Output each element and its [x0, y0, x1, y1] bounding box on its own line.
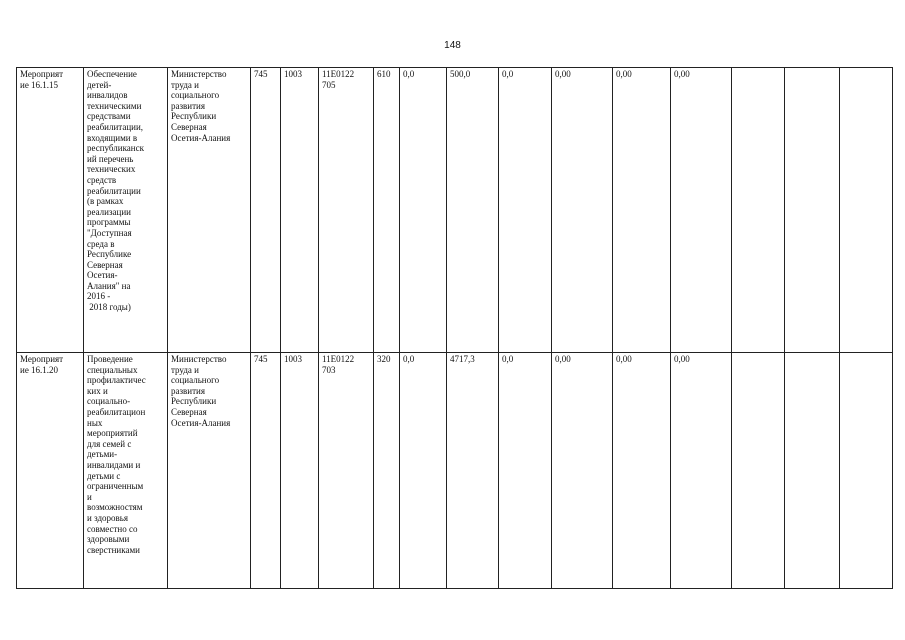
value-cell: 0,00	[671, 68, 732, 353]
value-cell: 4717,3	[447, 353, 499, 589]
executor-cell: Министерство труда и социального развития Республики Северная Осетия-Алания	[168, 353, 251, 589]
value-cell: 0,00	[613, 353, 671, 589]
value-cell: 0,00	[552, 68, 613, 353]
empty-cell	[732, 353, 785, 589]
value-cell: 0,0	[400, 353, 447, 589]
empty-cell	[785, 353, 840, 589]
rzpr-cell: 1003	[281, 68, 319, 353]
table-row	[17, 68, 893, 353]
value-cell: 0,00	[671, 353, 732, 589]
vr-cell: 320	[374, 353, 400, 589]
vr-cell: 610	[374, 68, 400, 353]
value-cell: 500,0	[447, 68, 499, 353]
empty-cell	[732, 68, 785, 353]
value-cell: 0,0	[499, 353, 552, 589]
executor-cell: Министерство труда и социального развития Республики Северная Осетия-Алания	[168, 68, 251, 353]
value-cell: 0,0	[499, 68, 552, 353]
event-description-cell: Обеспечение детей- инвалидов техническими средствами реабилитации, входящими в республиканск ий перечень технических средств реабилитации (в рамках реализации программы "Доступная среда в Республике Северная Осетия- Алания" на 2016 - 2018 годы)	[84, 68, 168, 353]
grbs-cell: 745	[251, 68, 281, 353]
event-code-cell: Мероприят ие 16.1.20	[17, 353, 84, 589]
rzpr-cell: 1003	[281, 353, 319, 589]
table-row	[17, 353, 893, 589]
empty-cell	[840, 353, 893, 589]
page-number: 148	[444, 40, 461, 51]
csr-cell: 11Е0122 705	[319, 68, 374, 353]
program-table	[16, 67, 893, 589]
empty-cell	[840, 68, 893, 353]
csr-cell: 11Е0122 703	[319, 353, 374, 589]
grbs-cell: 745	[251, 353, 281, 589]
event-description-cell: Проведение специальных профилактичес ких и социально- реабилитацион ных мероприятий для семей с детьми- инвалидами и детьми с ограниченным и возможностям и здоровья совместно со здоровыми сверстниками	[84, 353, 168, 589]
empty-cell	[785, 68, 840, 353]
value-cell: 0,00	[552, 353, 613, 589]
value-cell: 0,0	[400, 68, 447, 353]
event-code-cell: Мероприят ие 16.1.15	[17, 68, 84, 353]
value-cell: 0,00	[613, 68, 671, 353]
